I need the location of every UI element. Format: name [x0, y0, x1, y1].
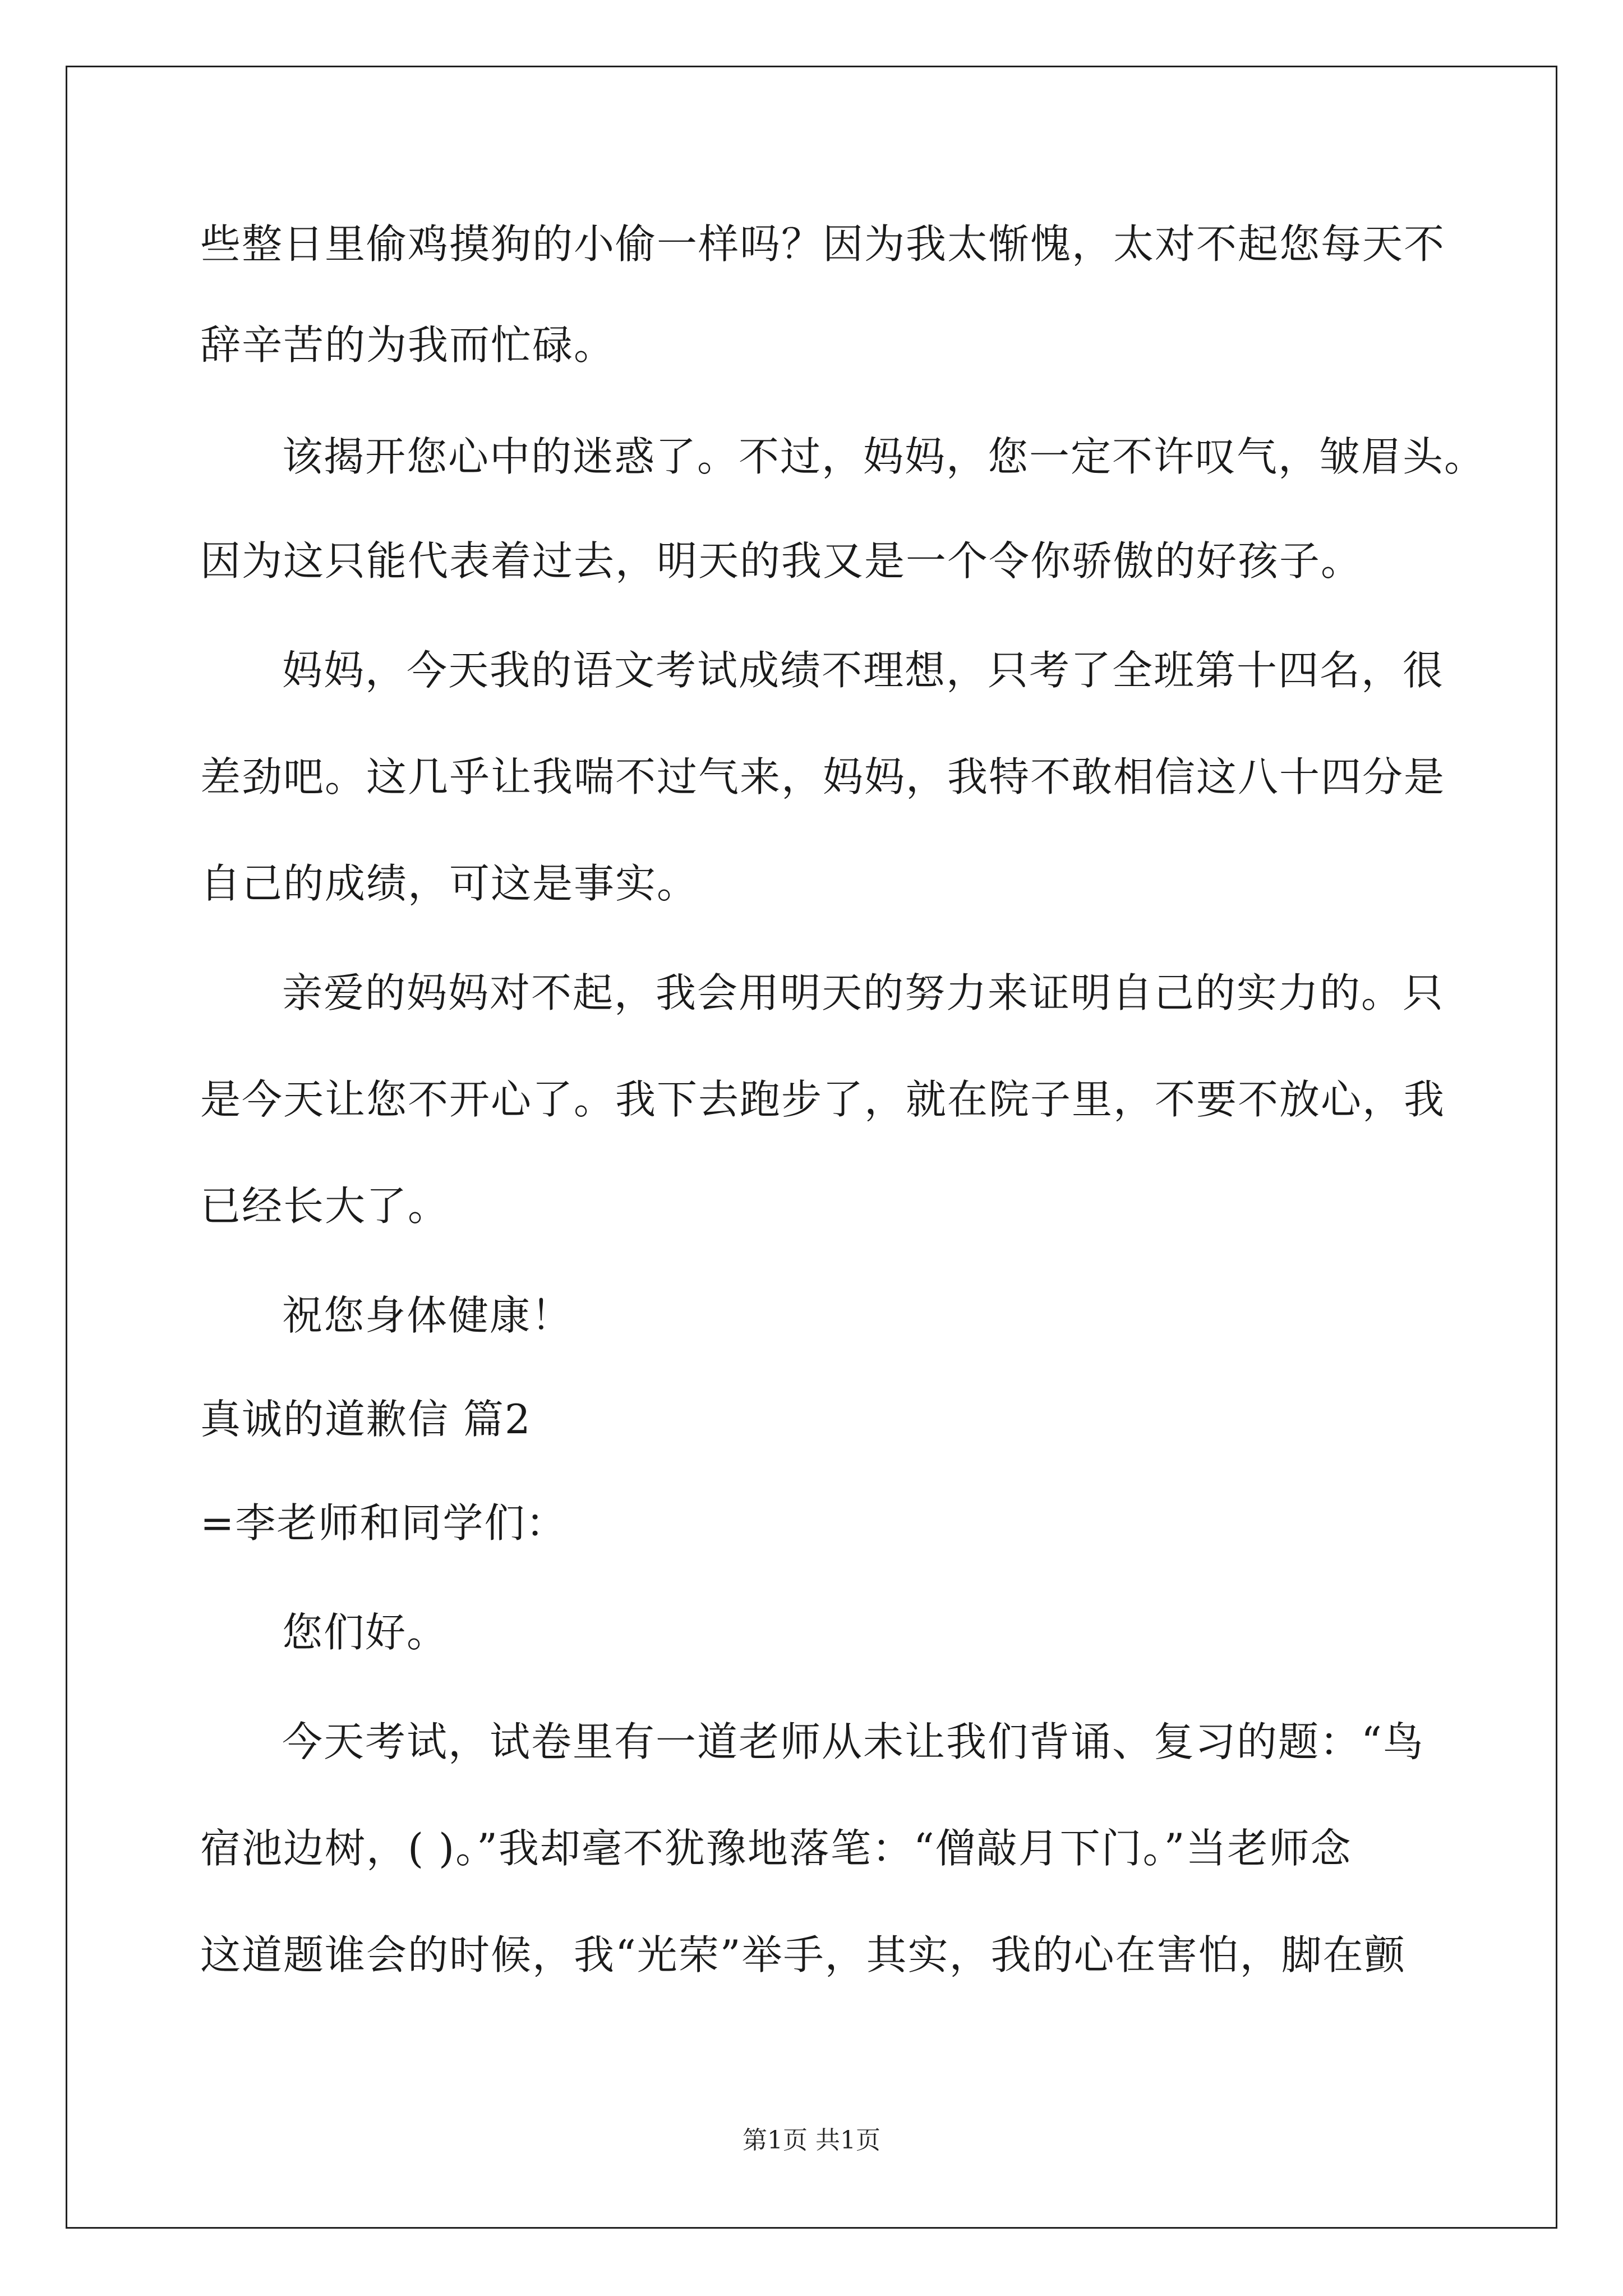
text-line-7: 自己的成绩，可这是事实。 — [200, 860, 699, 907]
greeting: 您们好。 — [282, 1609, 449, 1656]
text-line-9: 是今天让您不开心了。我下去跑步了，就在院子里，不要不放心，我 — [200, 1076, 1446, 1123]
text-line-2: 辞辛苦的为我而忙碌。 — [200, 321, 616, 369]
section-heading: 真诚的道歉信 篇2 — [200, 1396, 532, 1443]
page-footer: 第1页 共1页 — [743, 2126, 880, 2155]
salutation: =李老师和同学们： — [200, 1499, 568, 1547]
text-line-4: 因为这只能代表着过去，明天的我又是一个令你骄傲的好孩子。 — [200, 537, 1363, 585]
page-border — [66, 66, 1557, 2229]
text-line-5: 妈妈，今天我的语文考试成绩不理想，只考了全班第十四名，很 — [282, 647, 1445, 694]
text-line-16: 宿池边树，( )。”我却毫不犹豫地落笔：“僧敲月下门。”当老师念 — [200, 1825, 1352, 1872]
text-line-8: 亲爱的妈妈对不起，我会用明天的努力来证明自己的实力的。只 — [282, 969, 1445, 1016]
text-line-1: 些整日里偷鸡摸狗的小偷一样吗？因为我太惭愧，太对不起您每天不 — [200, 220, 1446, 268]
text-line-6: 差劲吧。这几乎让我喘不过气来，妈妈，我特不敢相信这八十四分是 — [200, 753, 1446, 800]
text-line-11: 祝您身体健康！ — [282, 1292, 573, 1339]
text-line-17: 这道题谁会的时候，我“光荣”举手，其实，我的心在害怕，脚在颤 — [200, 1931, 1406, 1978]
text-line-3: 该揭开您心中的迷惑了。不过，妈妈，您一定不许叹气，皱眉头。 — [282, 433, 1486, 480]
text-line-10: 已经长大了。 — [200, 1182, 450, 1230]
text-line-15: 今天考试，试卷里有一道老师从未让我们背诵、复习的题：“鸟 — [282, 1718, 1424, 1765]
